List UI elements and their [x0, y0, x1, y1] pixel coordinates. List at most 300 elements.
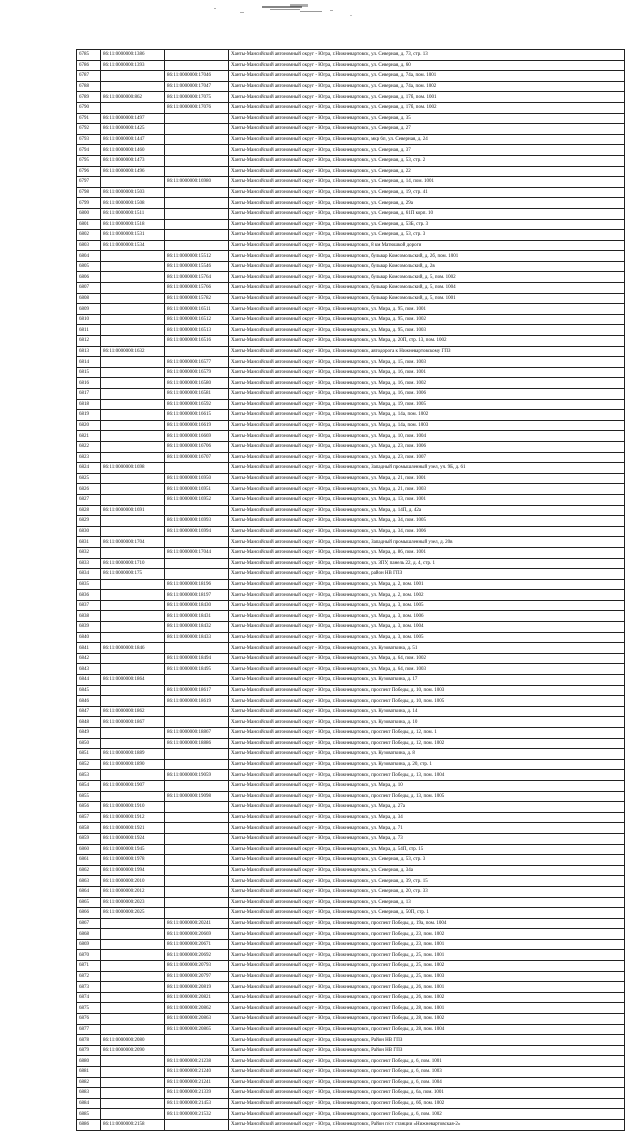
unit-number: 86:11:0000000:18432: [165, 622, 229, 633]
row-number: 6855: [77, 791, 101, 802]
parcel-number: [101, 1056, 165, 1067]
unit-number: 86:11:0000000:16512: [165, 314, 229, 325]
parcel-number: [101, 304, 165, 315]
address: Ханты-Мансийский автономный округ - Югра, г.Нижневартовск, ул. Мира, д. 21, пом. 1003: [229, 484, 625, 495]
table-row: [77, 92, 625, 103]
unit-number: 86:11:0000000:15764: [165, 272, 229, 283]
address: Ханты-Мансийский автономный округ - Югра, г.Нижневартовск, ул. Мира, д. 23, пом. 1007: [229, 452, 625, 463]
address: Ханты-Мансийский автономный округ - Югра, г.Нижневартовск, ул. Северная, д. 29а: [229, 198, 625, 209]
unit-number: [165, 113, 229, 124]
parcel-number: [101, 728, 165, 739]
unit-number: [165, 675, 229, 686]
address: Ханты-Мансийский автономный округ - Югра, г.Нижневартовск, ул. Северная, д. 53Б, стр. 3: [229, 219, 625, 230]
unit-number: [165, 1119, 229, 1130]
parcel-number: [101, 378, 165, 389]
unit-number: 86:11:0000000:16993: [165, 516, 229, 527]
row-number: 6815: [77, 367, 101, 378]
address: Ханты-Мансийский автономный округ - Югра, г.Нижневартовск, ул. Северная, д. 37: [229, 145, 625, 156]
address: Ханты-Мансийский автономный округ - Югра, г.Нижневартовск, ул. Кузоваткина, д. 8: [229, 749, 625, 760]
row-number: 6797: [77, 177, 101, 188]
row-number: 6844: [77, 675, 101, 686]
parcel-number: 86:11:0000000:1534: [101, 240, 165, 251]
row-number: 6787: [77, 71, 101, 82]
parcel-number: 86:11:0000000:1924: [101, 833, 165, 844]
table-row: [77, 971, 625, 982]
table-row: [77, 463, 625, 474]
address: Ханты-Мансийский автономный округ - Югра, г.Нижневартовск, проспект Победы, д. 25, пом. 1001: [229, 950, 625, 961]
row-number: 6805: [77, 261, 101, 272]
row-number: 6823: [77, 452, 101, 463]
parcel-number: [101, 494, 165, 505]
unit-number: 86:11:0000000:18495: [165, 664, 229, 675]
unit-number: 86:11:0000000:16581: [165, 389, 229, 400]
row-number: 6788: [77, 81, 101, 92]
table-row: [77, 653, 625, 664]
unit-number: 86:11:0000000:20671: [165, 939, 229, 950]
unit-number: [165, 208, 229, 219]
parcel-number: 86:11:0000000:1497: [101, 113, 165, 124]
table-row: [77, 346, 625, 357]
table-row: [77, 81, 625, 92]
address: Ханты-Мансийский автономный округ - Югра, г.Нижневартовск, ул. Мира, д. 16, пом. 1002: [229, 378, 625, 389]
row-number: 6870: [77, 950, 101, 961]
table-row: [77, 950, 625, 961]
row-number: 6786: [77, 60, 101, 71]
unit-number: 86:11:0000000:16669: [165, 431, 229, 442]
table-row: [77, 431, 625, 442]
unit-number: [165, 145, 229, 156]
row-number: 6812: [77, 336, 101, 347]
row-number: 6849: [77, 728, 101, 739]
address: Ханты-Мансийский автономный округ - Югра, г.Нижневартовск, ул. Мира, д. 64, пом. 1003: [229, 664, 625, 675]
address: Ханты-Мансийский автономный округ - Югра, г.Нижневартовск, ул. Северная, д. 53, стр. 3: [229, 855, 625, 866]
unit-number: [165, 134, 229, 145]
row-number: 6825: [77, 473, 101, 484]
parcel-number: [101, 600, 165, 611]
parcel-number: 86:11:0000000:1864: [101, 675, 165, 686]
table-row: [77, 717, 625, 728]
address: Ханты-Мансийский автономный округ - Югра, г.Нижневартовск, бульвар Комсомольский, д. 5, пом. 1004: [229, 283, 625, 294]
parcel-number: 86:11:0000000:1393: [101, 60, 165, 71]
parcel-number: 86:11:0000000:2090: [101, 1045, 165, 1056]
address: Ханты-Мансийский автономный округ - Югра, г.Нижневартовск, ул. Мира, д. 34, пом. 1005: [229, 516, 625, 527]
address: Ханты-Мансийский автономный округ - Югра, г.Нижневартовск, проспект Победы, д. 28, пом. 1001: [229, 1003, 625, 1014]
address: Ханты-Мансийский автономный округ - Югра, г.Нижневартовск, ул. Мира, д. 21, пом. 1001: [229, 473, 625, 484]
unit-number: 86:11:0000000:16950: [165, 473, 229, 484]
row-number: 6843: [77, 664, 101, 675]
unit-number: 86:11:0000000:16951: [165, 484, 229, 495]
table-row: [77, 547, 625, 558]
row-number: 6816: [77, 378, 101, 389]
row-number: 6811: [77, 325, 101, 336]
parcel-number: 86:11:0000000:1846: [101, 643, 165, 654]
table-row: [77, 187, 625, 198]
parcel-number: [101, 579, 165, 590]
address: Ханты-Мансийский автономный округ - Югра, г.Нижневартовск, ул. Мира, д. 3, пом. 1005: [229, 600, 625, 611]
unit-number: [165, 812, 229, 823]
address: Ханты-Мансийский автономный округ - Югра, г.Нижневартовск, ул. Мира, д. 86, пом. 1001: [229, 547, 625, 558]
unit-number: 86:11:0000000:19098: [165, 791, 229, 802]
parcel-number: [101, 516, 165, 527]
unit-number: 86:11:0000000:18619: [165, 696, 229, 707]
parcel-number: [101, 1014, 165, 1025]
unit-number: 86:11:0000000:20241: [165, 918, 229, 929]
address: Ханты-Мансийский автономный округ - Югра, г.Нижневартовск, ул. Мира, д. 64, пом. 1002: [229, 653, 625, 664]
parcel-number: 86:11:0000000:2023: [101, 897, 165, 908]
unit-number: [165, 643, 229, 654]
address: Ханты-Мансийский автономный округ - Югра, г.Нижневартовск, ул. Кузоваткина, д. 51: [229, 643, 625, 654]
row-number: 6847: [77, 706, 101, 717]
table-row: [77, 876, 625, 887]
table-row: [77, 643, 625, 654]
table-row: [77, 558, 625, 569]
address: Ханты-Мансийский автономный округ - Югра, г.Нижневартовск, ул. Мира, д. 3, пом. 1006: [229, 611, 625, 622]
parcel-number: [101, 272, 165, 283]
parcel-number: [101, 293, 165, 304]
unit-number: [165, 166, 229, 177]
parcel-number: [101, 664, 165, 675]
row-number: 6883: [77, 1088, 101, 1099]
parcel-number: 86:11:0000000:1531: [101, 230, 165, 241]
address: Ханты-Мансийский автономный округ - Югра, г.Нижневартовск, проспект Победы, д. 26, пом. 1001: [229, 982, 625, 993]
unit-number: [165, 537, 229, 548]
row-number: 6885: [77, 1109, 101, 1120]
address: Ханты-Мансийский автономный округ - Югра, г.Нижневартовск, проспект Победы, д. 6, пом. 1004: [229, 1077, 625, 1088]
table-row: [77, 293, 625, 304]
table-row: [77, 1088, 625, 1099]
row-number: 6822: [77, 441, 101, 452]
table-row: [77, 1119, 625, 1130]
table-row: [77, 473, 625, 484]
table-row: [77, 600, 625, 611]
table-row: [77, 706, 625, 717]
row-number: 6858: [77, 823, 101, 834]
table-row: [77, 802, 625, 813]
parcel-number: [101, 961, 165, 972]
unit-number: [165, 908, 229, 919]
table-row: [77, 590, 625, 601]
parcel-number: [101, 357, 165, 368]
row-number: 6794: [77, 145, 101, 156]
address: Ханты-Мансийский автономный округ - Югра, г.Нижневартовск, проспект Победы, д. 13, пом. 1004: [229, 770, 625, 781]
unit-number: 86:11:0000000:20821: [165, 992, 229, 1003]
parcel-number: [101, 410, 165, 421]
table-row: [77, 791, 625, 802]
table-row: [77, 749, 625, 760]
unit-number: [165, 802, 229, 813]
unit-number: [165, 844, 229, 855]
parcel-number: 86:11:0000000:2025: [101, 908, 165, 919]
parcel-number: [101, 452, 165, 463]
row-number: 6854: [77, 780, 101, 791]
address: Ханты-Мансийский автономный округ - Югра, г.Нижневартовск, ул. Мира, д. 19, пом. 1005: [229, 399, 625, 410]
parcel-number: [101, 283, 165, 294]
row-number: 6810: [77, 314, 101, 325]
unit-number: [165, 886, 229, 897]
row-number: 6884: [77, 1098, 101, 1109]
row-number: 6819: [77, 410, 101, 421]
row-number: 6809: [77, 304, 101, 315]
unit-number: [165, 780, 229, 791]
unit-number: [165, 230, 229, 241]
address: Ханты-Мансийский автономный округ - Югра, г.Нижневартовск, ул. ЗПУ, панель 22, д. 4, стр. 1: [229, 558, 625, 569]
parcel-number: [101, 770, 165, 781]
parcel-number: 86:11:0000000:175: [101, 569, 165, 580]
parcel-number: [101, 526, 165, 537]
row-number: 6872: [77, 971, 101, 982]
address: Ханты-Мансийский автономный округ - Югра, г.Нижневартовск, ул. Северная, д. 20, стр. 33: [229, 886, 625, 897]
table-row: [77, 516, 625, 527]
row-number: 6882: [77, 1077, 101, 1088]
address: Ханты-Мансийский автономный округ - Югра, г.Нижневартовск, ул. Мира, д. 20П, стр. 13, пом. 1002: [229, 336, 625, 347]
table-row: [77, 155, 625, 166]
address: Ханты-Мансийский автономный округ - Югра, г.Нижневартовск, бульвар Комсомольский, д. 5, пом. 1002: [229, 272, 625, 283]
table-row: [77, 198, 625, 209]
address: Ханты-Мансийский автономный округ - Югра, г.Нижневартовск, бульвар Комсомольский, д. 2б, пом. 1001: [229, 251, 625, 262]
unit-number: [165, 346, 229, 357]
parcel-number: [101, 1024, 165, 1035]
table-row: [77, 399, 625, 410]
parcel-number: [101, 992, 165, 1003]
address: Ханты-Мансийский автономный округ - Югра, г.Нижневартовск, бульвар Комсомольский, д. 5, пом. 1001: [229, 293, 625, 304]
table-row: [77, 696, 625, 707]
row-number: 6846: [77, 696, 101, 707]
parcel-number: [101, 590, 165, 601]
table-row: [77, 823, 625, 834]
address: Ханты-Мансийский автономный округ - Югра, г.Нижневартовск, ул. Мира, д. 2, пом. 1002: [229, 590, 625, 601]
unit-number: 86:11:0000000:17075: [165, 92, 229, 103]
address: Ханты-Мансийский автономный округ - Югра, г.Нижневартовск, проспект Победы, д. 26, пом. 1002: [229, 992, 625, 1003]
row-number: 6852: [77, 759, 101, 770]
address: Ханты-Мансийский автономный округ - Югра, г.Нижневартовск, проспект Победы, д. 13, пом. 1005: [229, 791, 625, 802]
parcel-number: [101, 1088, 165, 1099]
address: Ханты-Мансийский автономный округ - Югра, г.Нижневартовск, ул. Мира, д. 14а, пом. 1003: [229, 420, 625, 431]
unit-number: [165, 187, 229, 198]
parcel-number: [101, 71, 165, 82]
address: Ханты-Мансийский автономный округ - Югра, г.Нижневартовск, ул. Кузоваткина, д. 17: [229, 675, 625, 686]
parcel-number: 86:11:0000000:1862: [101, 706, 165, 717]
table-row: [77, 982, 625, 993]
scan-noise: [0, 0, 640, 44]
unit-number: 86:11:0000000:18431: [165, 611, 229, 622]
unit-number: 86:11:0000000:18430: [165, 600, 229, 611]
unit-number: 86:11:0000000:16994: [165, 526, 229, 537]
unit-number: [165, 833, 229, 844]
table-row: [77, 336, 625, 347]
row-number: 6853: [77, 770, 101, 781]
row-number: 6801: [77, 219, 101, 230]
parcel-number: [101, 791, 165, 802]
parcel-number: [101, 251, 165, 262]
unit-number: 86:11:0000000:17044: [165, 547, 229, 558]
address: Ханты-Мансийский автономный округ - Югра, г.Нижневартовск, Район НВ ГПЗ: [229, 1045, 625, 1056]
address: Ханты-Мансийский автономный округ - Югра, г.Нижневартовск, мкр 6п, ул. Северная, д. 24: [229, 134, 625, 145]
parcel-number: [101, 982, 165, 993]
parcel-number: [101, 261, 165, 272]
address: Ханты-Мансийский автономный округ - Югра, г.Нижневартовск, ул. Северная, д. 73, стр. 13: [229, 50, 625, 61]
table-row: [77, 272, 625, 283]
address: Ханты-Мансийский автономный округ - Югра, г.Нижневартовск, ул. Северная, д. 50П, стр. 1: [229, 908, 625, 919]
parcel-number: [101, 1003, 165, 1014]
address: Ханты-Мансийский автономный округ - Югра, г.Нижневартовск, проспект Победы, д. 6, пом. 1002: [229, 1109, 625, 1120]
row-number: 6878: [77, 1035, 101, 1046]
parcel-number: [101, 622, 165, 633]
parcel-number: 86:11:0000000:1503: [101, 187, 165, 198]
parcel-number: [101, 336, 165, 347]
parcel-number: 86:11:0000000:1508: [101, 198, 165, 209]
unit-number: 86:11:0000000:16980: [165, 177, 229, 188]
table-row: [77, 124, 625, 135]
unit-number: 86:11:0000000:18617: [165, 685, 229, 696]
unit-number: 86:11:0000000:16511: [165, 304, 229, 315]
address: Ханты-Мансийский автономный округ - Югра, г.Нижневартовск, Район п/ст станции «Нижневартовская-2»: [229, 1119, 625, 1130]
parcel-number: 86:11:0000000:1632: [101, 346, 165, 357]
address: Ханты-Мансийский автономный округ - Югра, г.Нижневартовск, ул. Северная, д. 53, стр. 3: [229, 230, 625, 241]
unit-number: 86:11:0000000:17076: [165, 102, 229, 113]
parcel-number: [101, 484, 165, 495]
address: Ханты-Мансийский автономный округ - Югра, г.Нижневартовск, Район НВ ГПЗ: [229, 1035, 625, 1046]
row-number: 6881: [77, 1067, 101, 1078]
row-number: 6871: [77, 961, 101, 972]
address: Ханты-Мансийский автономный округ - Югра, г.Нижневартовск, ул. Мира, д. 27а: [229, 802, 625, 813]
address: Ханты-Мансийский автономный округ - Югра, г.Нижневартовск, проспект Победы, д. 6, пом. 1003: [229, 1067, 625, 1078]
row-number: 6877: [77, 1024, 101, 1035]
parcel-number: 86:11:0000000:1691: [101, 505, 165, 516]
table-row: [77, 71, 625, 82]
row-number: 6857: [77, 812, 101, 823]
address: Ханты-Мансийский автономный округ - Югра, г.Нижневартовск, район НВ ГПЗ: [229, 569, 625, 580]
address: Ханты-Мансийский автономный округ - Югра, г.Нижневартовск, проспект Победы, д. 28, пом. 1004: [229, 1024, 625, 1035]
table-body: [77, 50, 625, 1131]
address: Ханты-Мансийский автономный округ - Югра, г.Нижневартовск, ул. Северная, д. 17б, пом. 1001: [229, 92, 625, 103]
parcel-number: 86:11:0000000:1978: [101, 855, 165, 866]
table-row: [77, 738, 625, 749]
address: Ханты-Мансийский автономный округ - Югра, г.Нижневартовск, автодорога к Нижневартовскому ГПЗ: [229, 346, 625, 357]
parcel-number: 86:11:0000000:1710: [101, 558, 165, 569]
unit-number: 86:11:0000000:17047: [165, 81, 229, 92]
address: Ханты-Мансийский автономный округ - Югра, г.Нижневартовск, ул. Мира, д. 23, пом. 1006: [229, 441, 625, 452]
parcel-number: 86:11:0000000:1994: [101, 865, 165, 876]
parcel-number: 86:11:0000000:1698: [101, 463, 165, 474]
table-row: [77, 961, 625, 972]
unit-number: [165, 897, 229, 908]
address: Ханты-Мансийский автономный округ - Югра, г.Нижневартовск, проспект Победы, д. 10, пом. 1005: [229, 696, 625, 707]
parcel-number: [101, 314, 165, 325]
unit-number: 86:11:0000000:19059: [165, 770, 229, 781]
unit-number: 86:11:0000000:21238: [165, 1056, 229, 1067]
address: Ханты-Мансийский автономный округ - Югра, г.Нижневартовск, ул. Мира, д. 16, пом. 1001: [229, 367, 625, 378]
row-number: 6789: [77, 92, 101, 103]
row-number: 6861: [77, 855, 101, 866]
row-number: 6792: [77, 124, 101, 135]
row-number: 6834: [77, 569, 101, 580]
row-number: 6835: [77, 579, 101, 590]
address: Ханты-Мансийский автономный округ - Югра, г.Нижневартовск, 8 км Матюшкой дороги: [229, 240, 625, 251]
parcel-number: [101, 1109, 165, 1120]
parcel-number: 86:11:0000000:1518: [101, 219, 165, 230]
parcel-number: [101, 611, 165, 622]
unit-number: 86:11:0000000:20793: [165, 961, 229, 972]
parcel-number: 86:11:0000000:1907: [101, 780, 165, 791]
row-number: 6808: [77, 293, 101, 304]
parcel-number: 86:11:0000000:2158: [101, 1119, 165, 1130]
unit-number: 86:11:0000000:15546: [165, 261, 229, 272]
address: Ханты-Мансийский автономный округ - Югра, г.Нижневартовск, ул. Северная, д. 34а: [229, 865, 625, 876]
parcel-number: 86:11:0000000:1511: [101, 208, 165, 219]
row-number: 6839: [77, 622, 101, 633]
parcel-number: 86:11:0000000:1890: [101, 759, 165, 770]
row-number: 6827: [77, 494, 101, 505]
unit-number: 86:11:0000000:18433: [165, 632, 229, 643]
unit-number: 86:11:0000000:21532: [165, 1109, 229, 1120]
unit-number: 86:11:0000000:21339: [165, 1088, 229, 1099]
address: Ханты-Мансийский автономный округ - Югра, г.Нижневартовск, ул. Мира, д. 14а, пом. 1002: [229, 410, 625, 421]
table-row: [77, 770, 625, 781]
address: Ханты-Мансийский автономный округ - Югра, г.Нижневартовск, ул. Мира, д. 54П, стр. 15: [229, 844, 625, 855]
parcel-number: 86:11:0000000:2010: [101, 876, 165, 887]
row-number: 6803: [77, 240, 101, 251]
unit-number: 86:11:0000000:16592: [165, 399, 229, 410]
address: Ханты-Мансийский автономный округ - Югра, г.Нижневартовск, ул. Мира, д. 13, пом. 1001: [229, 494, 625, 505]
row-number: 6876: [77, 1014, 101, 1025]
unit-number: [165, 219, 229, 230]
table-row: [77, 833, 625, 844]
row-number: 6802: [77, 230, 101, 241]
row-number: 6850: [77, 738, 101, 749]
address: Ханты-Мансийский автономный округ - Югра, г.Нижневартовск, ул. Северная, д. 17б, пом. 1002: [229, 102, 625, 113]
parcel-number: 86:11:0000000:862: [101, 92, 165, 103]
address: Ханты-Мансийский автономный округ - Югра, г.Нижневартовск, проспект Победы, д. 6, пом. 1001: [229, 1056, 625, 1067]
unit-number: [165, 60, 229, 71]
unit-number: [165, 706, 229, 717]
parcel-number: [101, 929, 165, 940]
row-number: 6832: [77, 547, 101, 558]
unit-number: 86:11:0000000:16707: [165, 452, 229, 463]
unit-number: [165, 1035, 229, 1046]
unit-number: [165, 855, 229, 866]
unit-number: 86:11:0000000:16952: [165, 494, 229, 505]
unit-number: 86:11:0000000:15782: [165, 293, 229, 304]
address: Ханты-Мансийский автономный округ - Югра, г.Нижневартовск, ул. Северная, д. 53, стр. 2: [229, 155, 625, 166]
table-row: [77, 113, 625, 124]
parcel-number: [101, 939, 165, 950]
table-row: [77, 357, 625, 368]
address: Ханты-Мансийский автономный округ - Югра, г.Нижневартовск, проспект Победы, д. 10, пом. 1003: [229, 685, 625, 696]
table-row: [77, 939, 625, 950]
parcel-number: [101, 399, 165, 410]
row-number: 6807: [77, 283, 101, 294]
parcel-number: 86:11:0000000:2080: [101, 1035, 165, 1046]
unit-number: [165, 1045, 229, 1056]
table-row: [77, 134, 625, 145]
address: Ханты-Мансийский автономный округ - Югра, г.Нижневартовск, ул. Северная, д. 39, стр. 15: [229, 876, 625, 887]
table-row: [77, 622, 625, 633]
unit-number: 86:11:0000000:21453: [165, 1098, 229, 1109]
parcel-number: [101, 950, 165, 961]
unit-number: 86:11:0000000:16619: [165, 420, 229, 431]
parcel-number: 86:11:0000000:1867: [101, 717, 165, 728]
row-number: 6796: [77, 166, 101, 177]
unit-number: [165, 759, 229, 770]
parcel-number: [101, 918, 165, 929]
address: Ханты-Мансийский автономный округ - Югра, г.Нижневартовск, ул. Мира, д. 95, пом. 1003: [229, 325, 625, 336]
address: Ханты-Мансийский автономный округ - Югра, г.Нижневартовск, проспект Победы, д. 6а, пом. 1001: [229, 1088, 625, 1099]
table-row: [77, 441, 625, 452]
unit-number: 86:11:0000000:18197: [165, 590, 229, 601]
row-number: 6851: [77, 749, 101, 760]
table-row: [77, 283, 625, 294]
table-row: [77, 569, 625, 580]
